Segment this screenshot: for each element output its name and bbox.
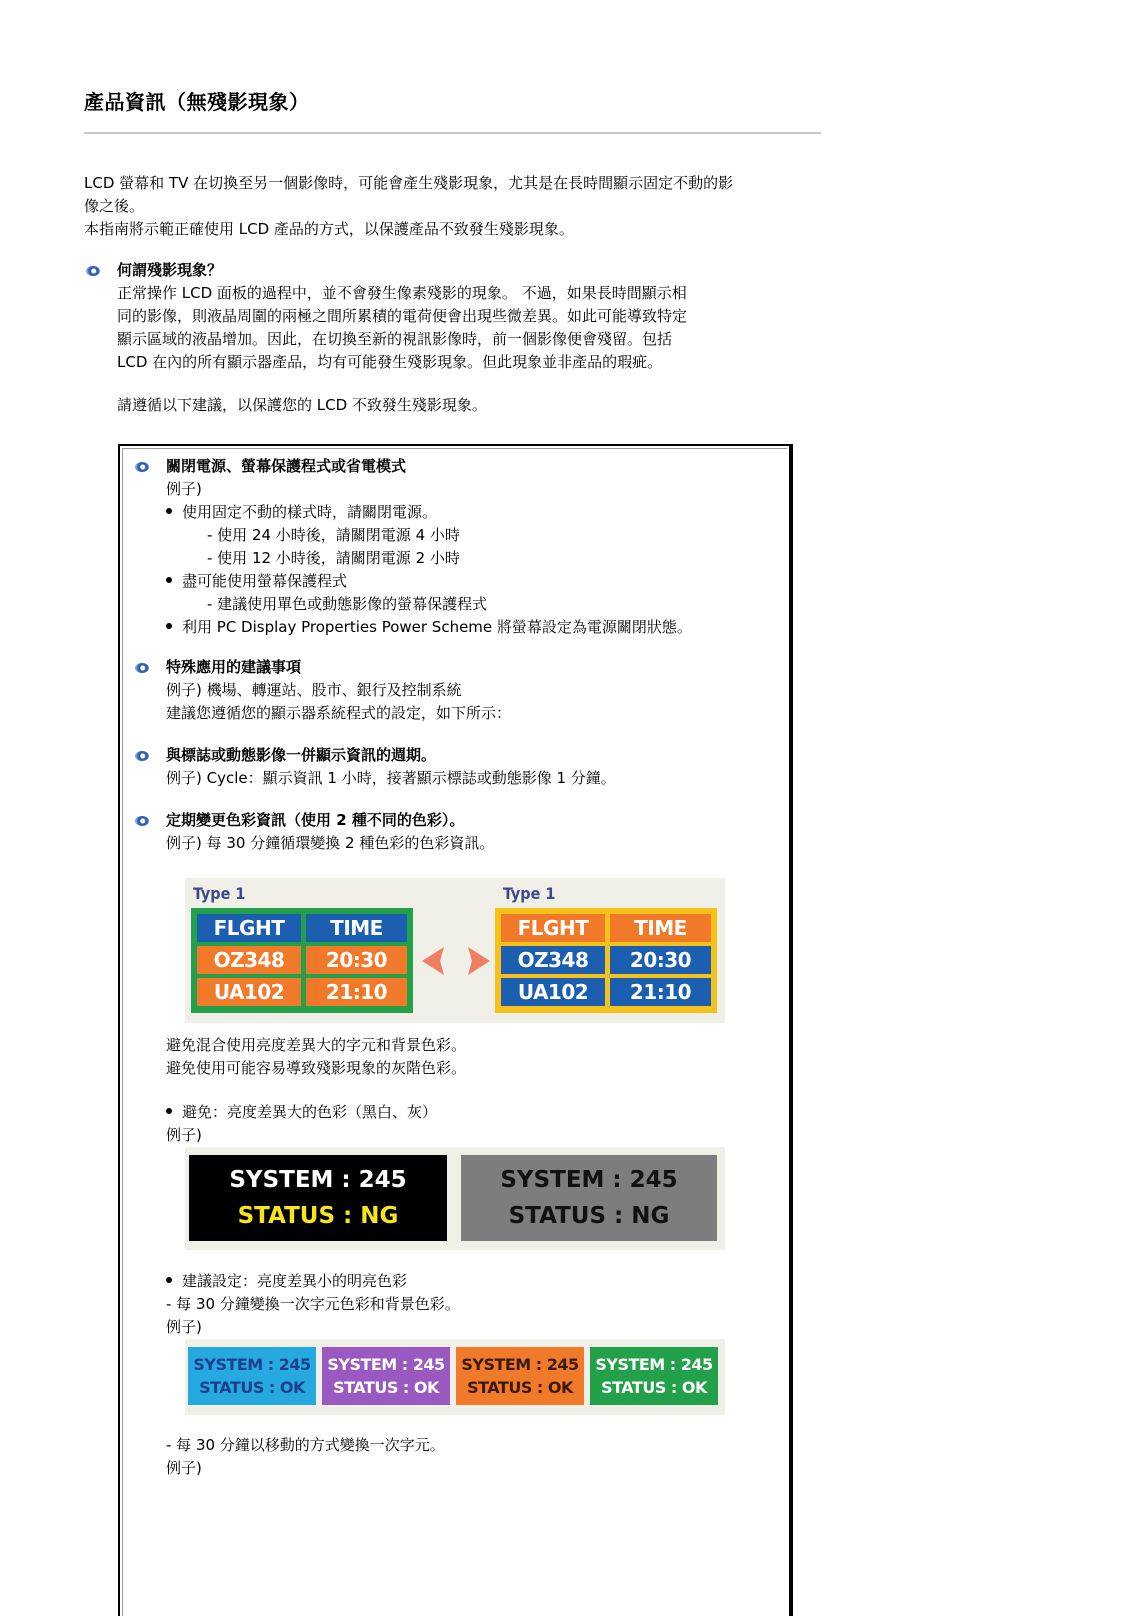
bullet-dot bbox=[166, 577, 172, 583]
status-text: STATUS : OK bbox=[333, 1378, 439, 1397]
table-cell: UA102 bbox=[501, 978, 605, 1006]
after-fig1-line-2: 避免使用可能容易導致殘影現象的灰階色彩。 bbox=[166, 1059, 467, 1077]
item3-line-1: 例子) Cycle：顯示資訊 1 小時，接著顯示標誌或動態影像 1 分鐘。 bbox=[166, 769, 616, 787]
recommend-line-1: - 每 30 分鐘變換一次字元色彩和背景色彩。 bbox=[166, 1295, 460, 1313]
item1-bullet-2: 盡可能使用螢幕保護程式 bbox=[166, 570, 347, 593]
figure-low-contrast-colors bbox=[185, 1339, 725, 1415]
section1-follow: 請遵循以下建議，以保護您的 LCD 不致發生殘影現象。 bbox=[117, 396, 487, 414]
table-yellow-blue bbox=[495, 908, 717, 1013]
table-cell: OZ348 bbox=[501, 946, 605, 974]
system-status-black bbox=[189, 1155, 447, 1241]
item4-heading: 定期變更色彩資訊（使用 2 種不同的色彩）。 bbox=[166, 811, 465, 829]
bullet-icon bbox=[135, 816, 149, 826]
double-arrow-icon bbox=[418, 941, 494, 981]
system-status-purple bbox=[322, 1347, 450, 1405]
system-text: SYSTEM : 245 bbox=[193, 1355, 311, 1374]
item1-bullet-1: 使用固定不動的樣式時，請關閉電源。 bbox=[166, 501, 437, 524]
arrow-left-shape bbox=[422, 947, 444, 975]
bullet-icon bbox=[86, 266, 100, 276]
table-header-time: TIME bbox=[610, 914, 711, 942]
avoid-bullet: 避免：亮度差異大的色彩（黑白、灰） bbox=[166, 1101, 437, 1124]
arrow-right-shape bbox=[468, 947, 490, 975]
title-divider bbox=[84, 132, 821, 134]
intro-line-3: 本指南將示範正確使用 LCD 產品的方式，以保護產品不致發生殘影現象。 bbox=[84, 220, 574, 238]
table-cell: UA102 bbox=[197, 978, 301, 1006]
item2-heading: 特殊應用的建議事項 bbox=[166, 658, 302, 676]
intro-line-2: 像之後。 bbox=[84, 197, 145, 215]
table-cell: 21:10 bbox=[306, 978, 407, 1006]
figure-color-cycle bbox=[185, 878, 725, 1023]
item4-line-1: 例子) 每 30 分鐘循環變換 2 種色彩的色彩資訊。 bbox=[166, 834, 495, 852]
item3-heading: 與標誌或動態影像一併顯示資訊的週期。 bbox=[166, 746, 437, 764]
section1-line-2: 同的影像，則液晶周圍的兩極之間所累積的電荷便會出現些微差異。如此可能導致特定 bbox=[117, 307, 688, 325]
section1-line-3: 顯示區域的液晶增加。因此，在切換至新的視訊影像時，前一個影像便會殘留。包括 bbox=[117, 330, 673, 348]
bullet-icon bbox=[135, 751, 149, 761]
status-text: STATUS : OK bbox=[601, 1378, 707, 1397]
table-green-orange bbox=[191, 908, 413, 1013]
system-text: SYSTEM : 245 bbox=[595, 1355, 713, 1374]
system-status-gray bbox=[461, 1155, 717, 1241]
bullet-icon bbox=[135, 462, 149, 472]
table-header-flight: FLGHT bbox=[501, 914, 605, 942]
item1-sub-3: - 建議使用單色或動態影像的螢幕保護程式 bbox=[207, 595, 488, 613]
status-text: STATUS : OK bbox=[467, 1378, 573, 1397]
system-text: SYSTEM : 245 bbox=[461, 1355, 579, 1374]
recommend-bullet: 建議設定：亮度差異小的明亮色彩 bbox=[166, 1270, 407, 1293]
item2-line-1: 例子) 機場、轉運站、股市、銀行及控制系統 bbox=[166, 681, 462, 699]
system-text: SYSTEM : 245 bbox=[229, 1167, 407, 1193]
item1-sub-1: - 使用 24 小時後，請關閉電源 4 小時 bbox=[207, 526, 460, 544]
table-header-time: TIME bbox=[306, 914, 407, 942]
item2-line-2: 建議您遵循您的顯示器系統程式的設定，如下所示： bbox=[166, 704, 512, 722]
table-cell: 21:10 bbox=[610, 978, 711, 1006]
table-header-flight: FLGHT bbox=[197, 914, 301, 942]
section1-line-4: LCD 在內的所有顯示器產品，均有可能發生殘影現象。但此現象並非產品的瑕疵。 bbox=[117, 353, 663, 371]
intro-line-1: LCD 螢幕和 TV 在切換至另一個影像時，可能會產生殘影現象，尤其是在長時間顯示固定不動的影 bbox=[84, 174, 734, 192]
bullet-dot bbox=[166, 623, 172, 629]
move-line-1: - 每 30 分鐘以移動的方式變換一次字元。 bbox=[166, 1436, 445, 1454]
bullet-dot bbox=[166, 1277, 172, 1283]
system-status-cyan bbox=[188, 1347, 316, 1405]
avoid-example-label: 例子) bbox=[166, 1126, 202, 1144]
type-label-right: Type 1 bbox=[503, 884, 556, 903]
page-title: 產品資訊（無殘影現象） bbox=[84, 90, 310, 114]
section1-line-1: 正常操作 LCD 面板的過程中，並不會發生像素殘影的現象。 不過，如果長時間顯示相 bbox=[117, 284, 687, 302]
system-status-orange bbox=[456, 1347, 584, 1405]
table-cell: 20:30 bbox=[306, 946, 407, 974]
item1-sub-2: - 使用 12 小時後，請關閉電源 2 小時 bbox=[207, 549, 460, 567]
bullet-icon bbox=[135, 663, 149, 673]
item1-example-label: 例子) bbox=[166, 480, 202, 498]
status-text: STATUS : OK bbox=[199, 1378, 305, 1397]
table-cell: OZ348 bbox=[197, 946, 301, 974]
bullet-dot bbox=[166, 508, 172, 514]
system-text: SYSTEM : 245 bbox=[500, 1167, 678, 1193]
after-fig1-line-1: 避免混合使用亮度差異大的字元和背景色彩。 bbox=[166, 1036, 467, 1054]
move-example-label: 例子) bbox=[166, 1459, 202, 1477]
figure-high-contrast bbox=[185, 1147, 725, 1250]
system-status-green bbox=[590, 1347, 718, 1405]
section-heading-what-is-image-retention: 何謂殘影現象？ bbox=[117, 261, 223, 279]
type-label-left: Type 1 bbox=[193, 884, 246, 903]
status-text: STATUS : NG bbox=[508, 1203, 670, 1229]
table-cell: 20:30 bbox=[610, 946, 711, 974]
recommend-example-label: 例子) bbox=[166, 1318, 202, 1336]
bullet-dot bbox=[166, 1108, 172, 1114]
system-text: SYSTEM : 245 bbox=[327, 1355, 445, 1374]
item1-bullet-3: 利用 PC Display Properties Power Scheme 將螢幕設定為電源關閉狀態。 bbox=[166, 616, 692, 639]
item1-heading: 關閉電源、螢幕保護程式或省電模式 bbox=[166, 457, 407, 475]
status-text: STATUS : NG bbox=[237, 1203, 399, 1229]
